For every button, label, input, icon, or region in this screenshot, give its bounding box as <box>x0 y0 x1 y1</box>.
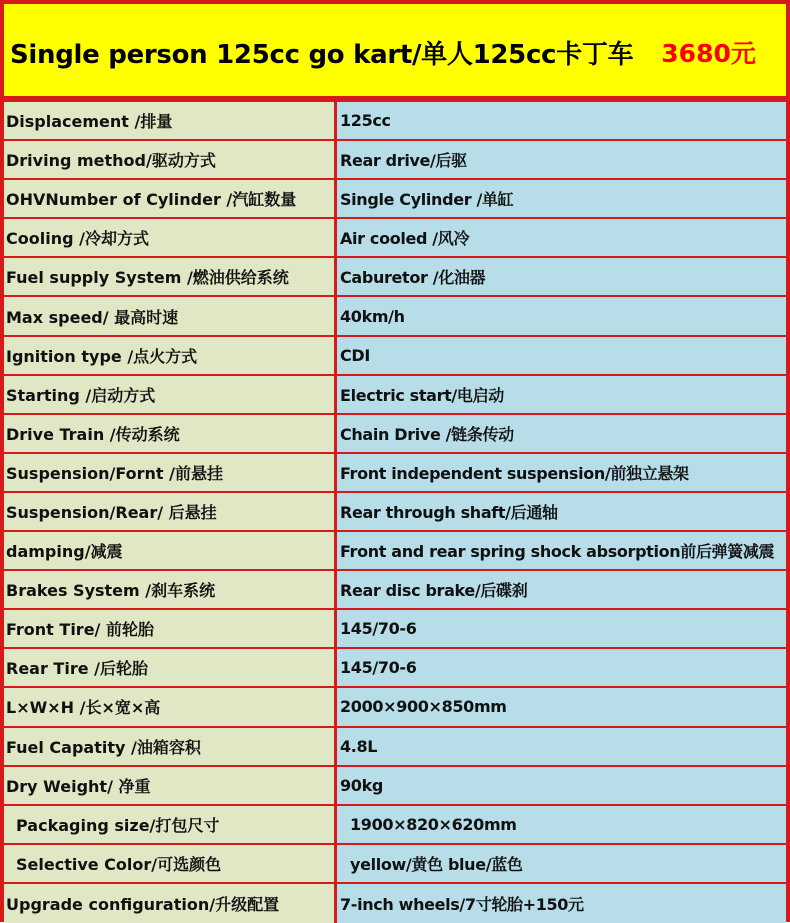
spec-value: Rear disc brake/后碟刹 <box>334 571 786 610</box>
spec-row-cooling <box>4 219 786 258</box>
spec-row-suspension-front <box>4 454 786 493</box>
spec-value: 4.8L <box>334 728 786 767</box>
spec-value: Rear drive/后驱 <box>334 141 786 180</box>
spec-row-displacement <box>4 102 786 141</box>
spec-label: Max speed/ 最高时速 <box>4 297 334 336</box>
spec-label: Displacement /排量 <box>4 102 334 141</box>
spec-value: Front independent suspension/前独立悬架 <box>334 454 786 493</box>
spec-label: Drive Train /传动系统 <box>4 415 334 454</box>
title-bar <box>4 4 786 96</box>
product-price: 3680元 <box>661 39 756 68</box>
spec-value: Air cooled /风冷 <box>334 219 786 258</box>
spec-value: Front and rear spring shock absorption前后弹簧减震 <box>334 532 786 571</box>
spec-label: Fuel supply System /燃油供给系统 <box>4 258 334 297</box>
spec-label: Suspension/Fornt /前悬挂 <box>4 454 334 493</box>
spec-row-front-tire <box>4 610 786 649</box>
spec-row-fuel-capacity <box>4 728 786 767</box>
spec-value: Caburetor /化油器 <box>334 258 786 297</box>
spec-value: 145/70-6 <box>334 610 786 649</box>
spec-label: Cooling /冷却方式 <box>4 219 334 258</box>
spec-label: damping/减震 <box>4 532 334 571</box>
spec-row-color-options <box>4 845 786 884</box>
spec-value: 1900×820×620mm <box>334 806 786 845</box>
spec-value: Single Cylinder /单缸 <box>334 180 786 219</box>
spec-label: Starting /启动方式 <box>4 376 334 415</box>
spec-row-damping <box>4 532 786 571</box>
spec-label: Rear Tire /后轮胎 <box>4 649 334 688</box>
spec-row-max-speed <box>4 297 786 336</box>
spec-value: Chain Drive /链条传动 <box>334 415 786 454</box>
spec-label: Ignition type /点火方式 <box>4 337 334 376</box>
spec-value: 90kg <box>334 767 786 806</box>
spec-row-fuel-supply <box>4 258 786 297</box>
spec-label: Dry Weight/ 净重 <box>4 767 334 806</box>
spec-label: Suspension/Rear/ 后悬挂 <box>4 493 334 532</box>
spec-label: OHVNumber of Cylinder /汽缸数量 <box>4 180 334 219</box>
spec-row-dimensions <box>4 688 786 727</box>
spec-value: Rear through shaft/后通轴 <box>334 493 786 532</box>
spec-table <box>4 102 786 923</box>
spec-row-ignition <box>4 337 786 376</box>
spec-value: Electric start/电启动 <box>334 376 786 415</box>
spec-row-rear-tire <box>4 649 786 688</box>
spec-value: 125cc <box>334 102 786 141</box>
spec-row-upgrade <box>4 884 786 923</box>
spec-row-starting <box>4 376 786 415</box>
spec-row-drive-train <box>4 415 786 454</box>
spec-row-cylinder <box>4 180 786 219</box>
spec-value: 7-inch wheels/7寸轮胎+150元 <box>334 884 786 923</box>
spec-value: yellow/黄色 blue/蓝色 <box>334 845 786 884</box>
spec-value: CDI <box>334 337 786 376</box>
spec-label: Packaging size/打包尺寸 <box>4 806 334 845</box>
spec-row-driving-method <box>4 141 786 180</box>
spec-label: Fuel Capatity /油箱容积 <box>4 728 334 767</box>
spec-value: 2000×900×850mm <box>334 688 786 727</box>
spec-label: Driving method/驱动方式 <box>4 141 334 180</box>
spec-row-packaging-size <box>4 806 786 845</box>
product-title: Single person 125cc go kart/单人125cc卡丁车 <box>10 39 634 70</box>
spec-label: Brakes System /刹车系统 <box>4 571 334 610</box>
spec-label: L×W×H /长×宽×高 <box>4 688 334 727</box>
spec-label: Front Tire/ 前轮胎 <box>4 610 334 649</box>
spec-label: Selective Color/可选颜色 <box>4 845 334 884</box>
spec-value: 145/70-6 <box>334 649 786 688</box>
spec-row-brakes <box>4 571 786 610</box>
spec-label: Upgrade configuration/升级配置 <box>4 884 334 923</box>
spec-row-dry-weight <box>4 767 786 806</box>
spec-row-suspension-rear <box>4 493 786 532</box>
spec-value: 40km/h <box>334 297 786 336</box>
